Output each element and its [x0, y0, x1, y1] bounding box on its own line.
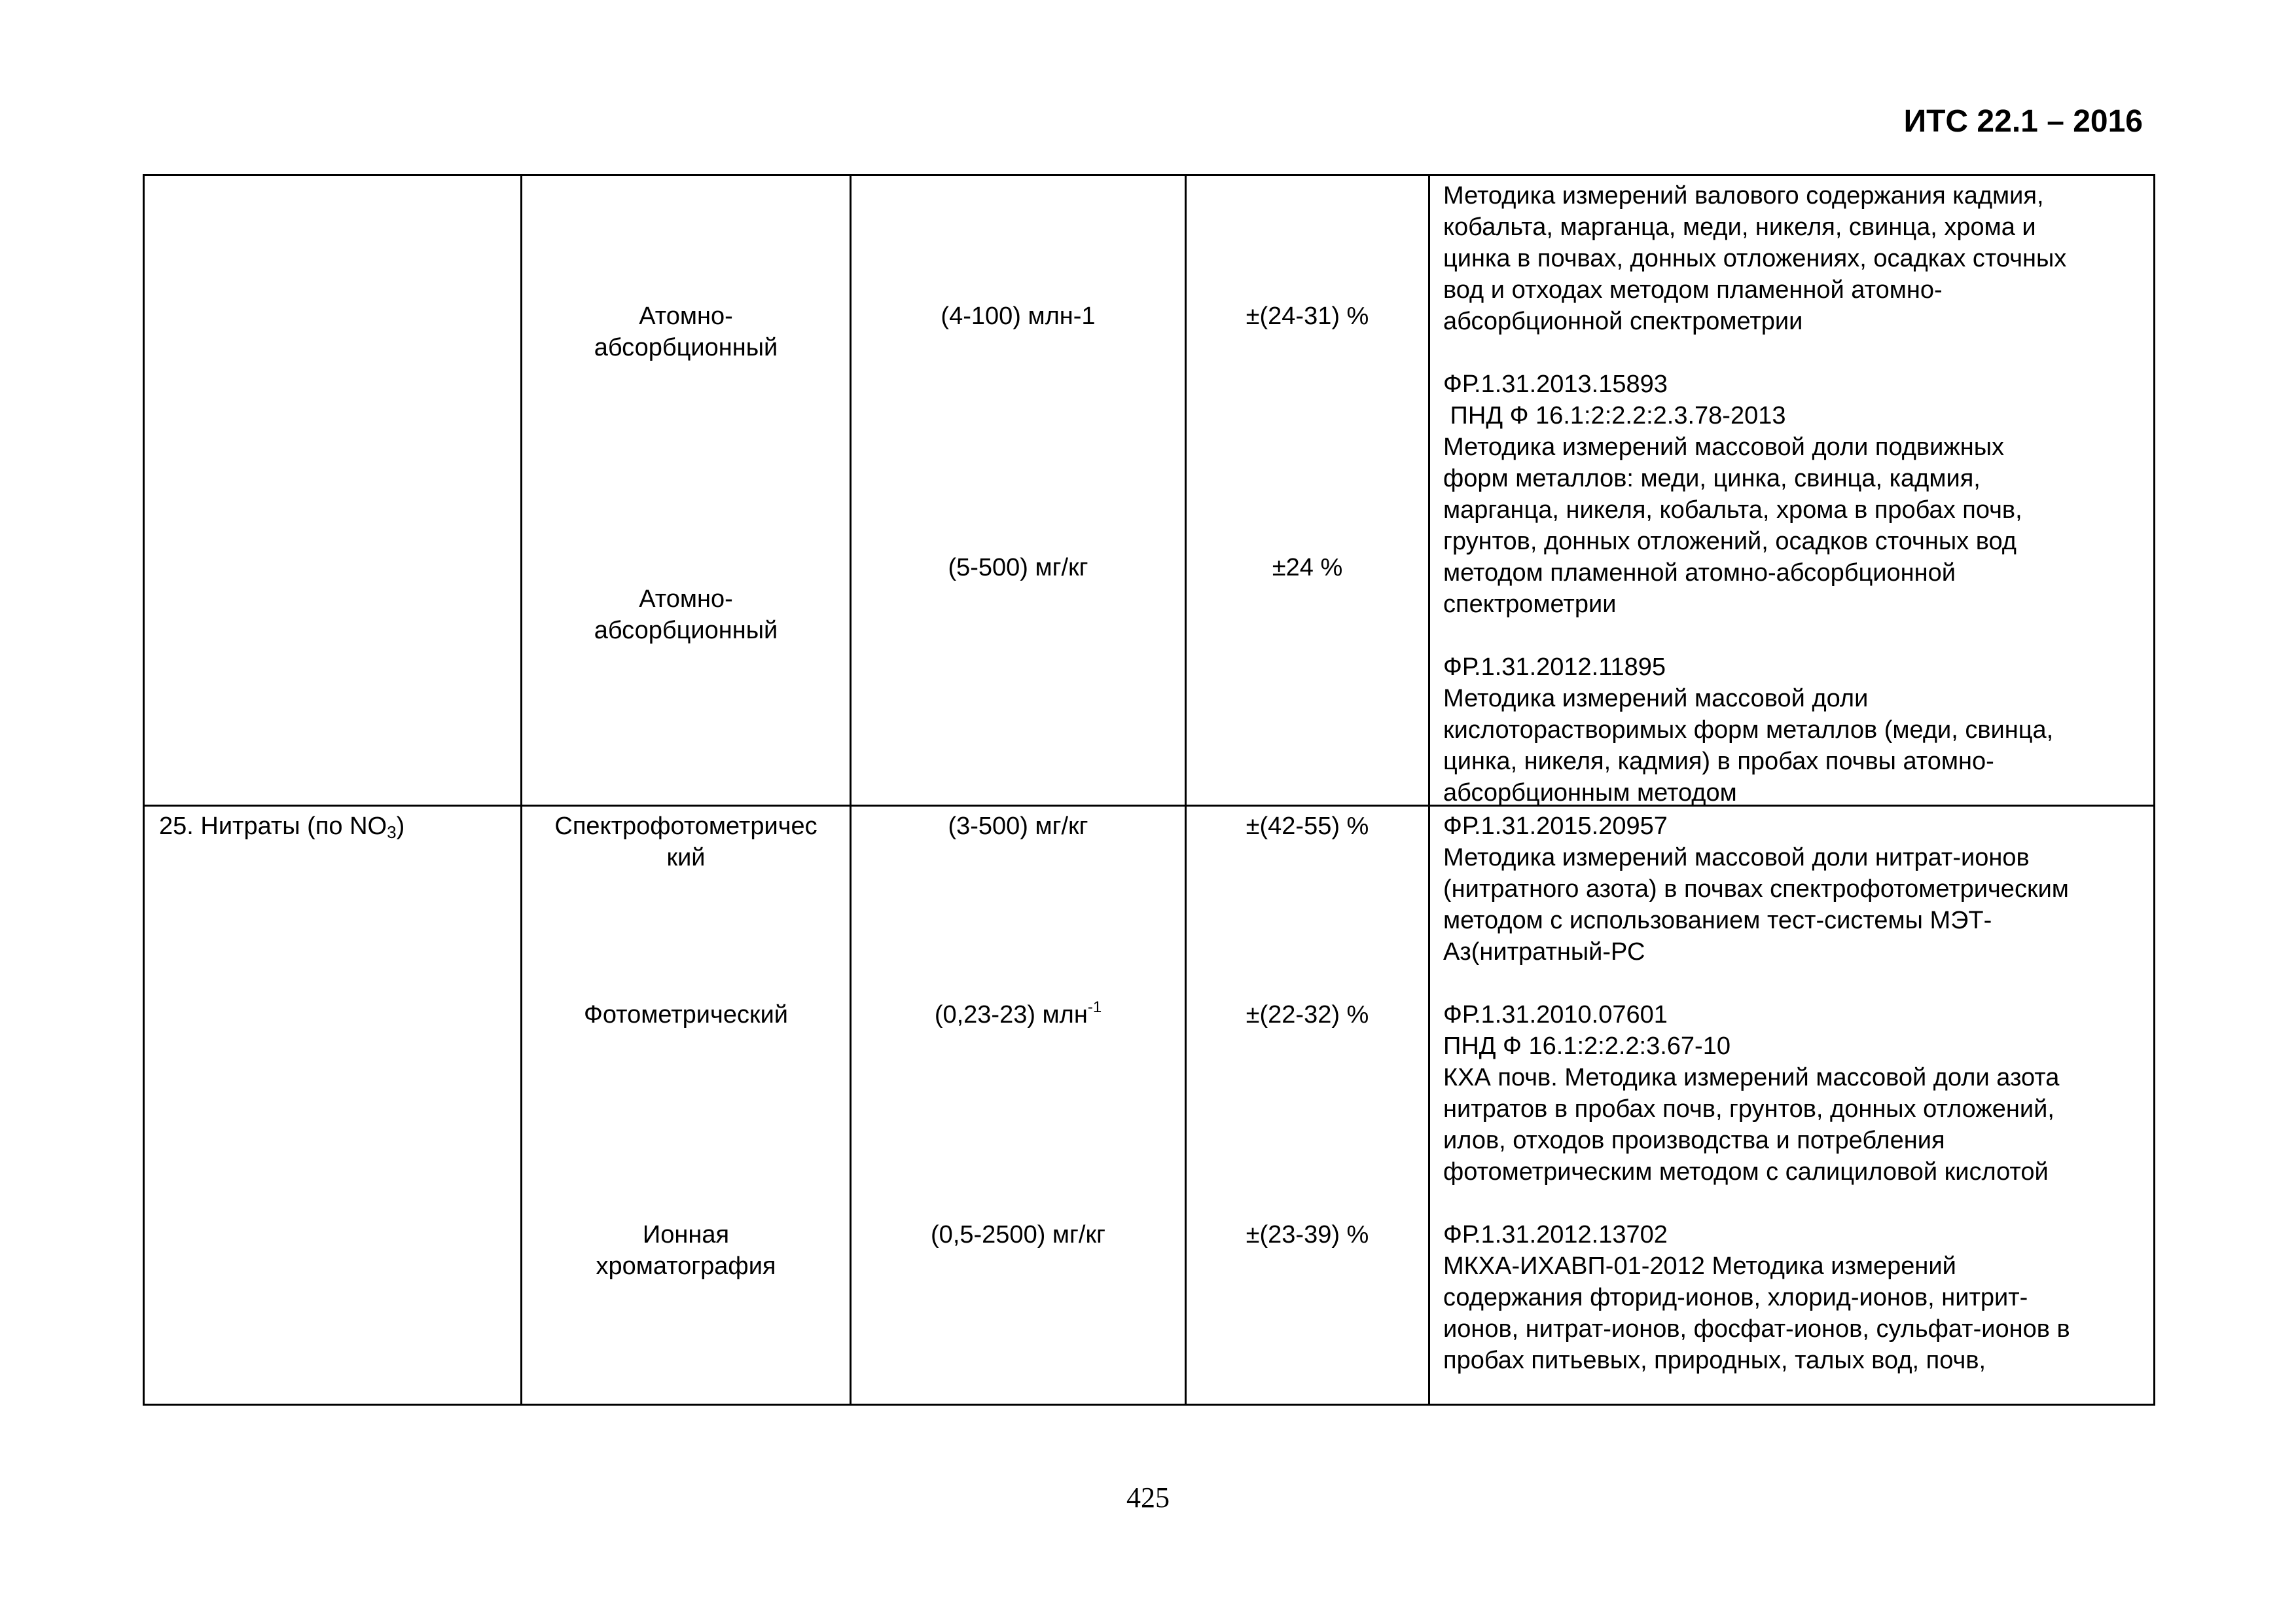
table-row [144, 175, 2155, 806]
methods-table [143, 174, 2155, 1406]
method-entry [522, 583, 850, 646]
method-text: Атомно- [639, 302, 733, 330]
document-line: методом с использованием тест-системы МЭТ- [1443, 907, 1992, 934]
document-line: МКХА-ИХАВП-01-2012 Методика измерений [1443, 1252, 1956, 1280]
method-text: хроматография [596, 1252, 776, 1280]
document-header-title: ИТС 22.1 – 2016 [1903, 104, 2143, 139]
method-text: Фотометрический [583, 1001, 789, 1029]
range-value: (4-100) млн-1 [941, 302, 1096, 330]
method-entry [522, 1219, 850, 1282]
document-line: спектрометрии [1443, 591, 1617, 618]
error-cell [1186, 806, 1429, 1405]
document-line: вод и отходах методом пламенной атомно- [1443, 276, 1943, 304]
document-line: ФР.1.31.2015.20957 [1443, 812, 1668, 840]
document-line: КХА почв. Методика измерений массовой доли азота [1443, 1064, 2060, 1091]
document-line: методом пламенной атомно-абсорбционной [1443, 559, 1956, 587]
method-text: абсорбционный [594, 617, 778, 644]
page-number: 425 [1126, 1482, 1170, 1514]
range-value: (5-500) мг/кг [948, 554, 1088, 581]
range-value: (0,23-23) млн$^{-1}$ [934, 998, 1102, 1029]
error-value: ±(23-39) % [1246, 1221, 1369, 1249]
substance-cell [144, 175, 522, 806]
method-cell [522, 175, 851, 806]
document-line: ФР.1.31.2012.13702 [1443, 1221, 1668, 1249]
document-line: цинка в почвах, донных отложениях, осадках сточных [1443, 245, 2067, 272]
document-line: ФР.1.31.2010.07601 [1443, 1001, 1668, 1029]
document-line: Аз(нитратный-РС [1443, 938, 1645, 966]
document-line: форм металлов: меди, цинка, свинца, кадмия, [1443, 465, 1981, 492]
document-line: фотометрическим методом с салициловой кислотой [1443, 1158, 2049, 1186]
document-line: содержания фторид-ионов, хлорид-ионов, нитрит- [1443, 1284, 2028, 1311]
document-block [1443, 811, 2147, 1376]
document-line: ПНД Ф 16.1:2:2.2:3.67-10 [1443, 1032, 1731, 1060]
error-value: ±24 % [1272, 554, 1343, 581]
document-line: пробах питьевых, природных, талых вод, почв, [1443, 1347, 1986, 1374]
document-line: ФР.1.31.2013.15893 [1443, 371, 1668, 398]
method-text: Спектрофотометричес [554, 812, 817, 840]
document-line: Методика измерений валового содержания кадмия, [1443, 182, 2044, 210]
range-cell [851, 806, 1186, 1405]
error-cell [1186, 175, 1429, 806]
method-entry [522, 999, 850, 1030]
document-line: абсорбционной спектрометрии [1443, 308, 1803, 335]
document-line: грунтов, донных отложений, осадков сточных вод [1443, 528, 2017, 555]
document-line: цинка, никеля, кадмия) в пробах почвы атомно- [1443, 748, 1994, 775]
document-block [1443, 180, 2147, 809]
documents-cell [1429, 175, 2155, 806]
method-text: абсорбционный [594, 334, 778, 361]
table-row [144, 806, 2155, 1405]
document-line: Методика измерений массовой доли [1443, 685, 1869, 712]
document-line: Методика измерений массовой доли нитрат-ионов [1443, 844, 2030, 871]
document-line: ФР.1.31.2012.11895 [1443, 653, 1666, 681]
range-value: (0,5-2500) мг/кг [931, 1221, 1105, 1249]
range-cell [851, 175, 1186, 806]
document-line: ПНД Ф 16.1:2:2.2:2.3.78-2013 [1443, 402, 1786, 429]
document-line: марганца, никеля, кобальта, хрома в пробах почв, [1443, 496, 2022, 524]
document-line: нитратов в пробах почв, грунтов, донных отложений, [1443, 1095, 2054, 1123]
error-value: ±(22-32) % [1246, 1001, 1369, 1029]
range-value: (3-500) мг/кг [948, 812, 1088, 840]
document-line: (нитратного азота) в почвах спектрофотометрическим [1443, 875, 2069, 903]
method-entry [522, 301, 850, 363]
substance-name: 25. Нитраты (по $NO_3$) [159, 812, 405, 842]
method-text: кий [666, 844, 706, 871]
method-text: Атомно- [639, 585, 733, 613]
substance-cell [144, 806, 522, 1405]
method-entry [522, 811, 850, 873]
method-cell [522, 806, 851, 1405]
document-line: абсорбционным методом [1443, 779, 1737, 807]
error-value: ±(24-31) % [1246, 302, 1369, 330]
document-line: ионов, нитрат-ионов, фосфат-ионов, сульфат-ионов в [1443, 1315, 2070, 1343]
error-value: ±(42-55) % [1246, 812, 1369, 840]
documents-cell [1429, 806, 2155, 1405]
document-line: илов, отходов производства и потребления [1443, 1127, 1945, 1154]
document-line: Методика измерений массовой доли подвижных [1443, 433, 2005, 461]
document-line: кобальта, марганца, меди, никеля, свинца, хрома и [1443, 213, 2036, 241]
method-text: Ионная [642, 1221, 730, 1249]
document-line: кислоторастворимых форм металлов (меди, свинца, [1443, 716, 2054, 744]
